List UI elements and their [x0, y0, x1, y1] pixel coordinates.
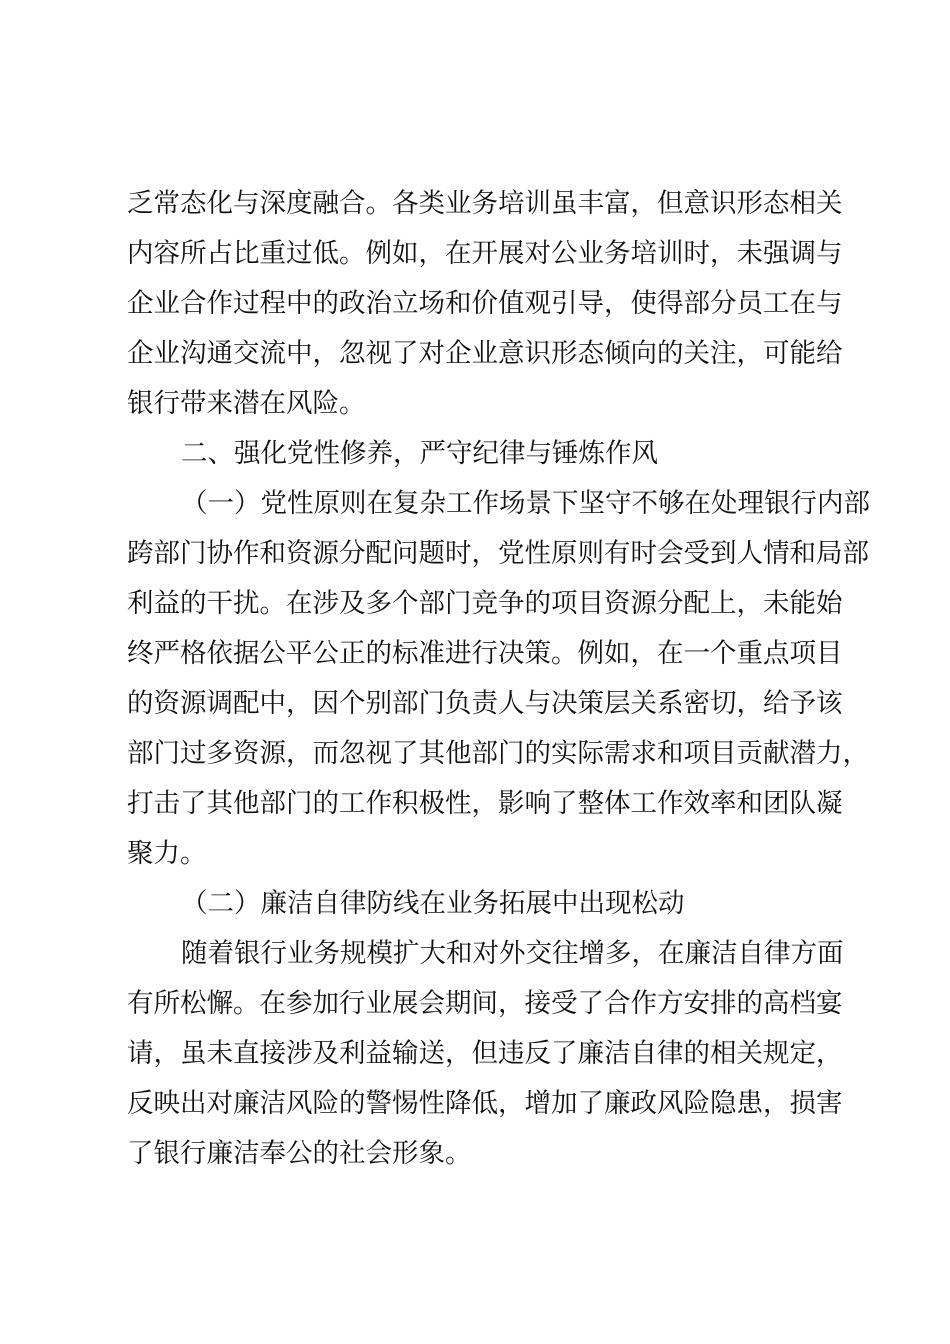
text-line: 请，虽未直接涉及利益输送，但违反了廉洁自律的相关规定， [127, 1038, 843, 1069]
subsection-heading: （二）廉洁自律防线在业务拓展中出现松动 [181, 888, 685, 919]
subsection-heading: （一）党性原则在复杂工作场景下坚守不够在处理银行内部 [181, 488, 870, 519]
text-line: 终严格依据公平公正的标准进行决策。例如，在一个重点项目 [127, 638, 843, 669]
text-line: 利益的干扰。在涉及多个部门竞争的项目资源分配上，未能始 [127, 588, 843, 619]
text-line: 有所松懈。在参加行业展会期间，接受了合作方安排的高档宴 [127, 988, 843, 1019]
text-line: 的资源调配中，因个别部门负责人与决策层关系密切，给予该 [127, 688, 843, 719]
text-line: 打击了其他部门的工作积极性，影响了整体工作效率和团队凝 [127, 788, 843, 819]
text-line: 随着银行业务规模扩大和对外交往增多，在廉洁自律方面 [181, 938, 844, 969]
text-line: 企业沟通交流中，忽视了对企业意识形态倾向的关注，可能给 [127, 338, 843, 369]
text-line: 内容所占比重过低。例如，在开展对公业务培训时，未强调与 [127, 238, 843, 269]
section-heading: 二、强化党性修养，严守纪律与锤炼作风 [181, 438, 658, 469]
text-line: 了银行廉洁奉公的社会形象。 [127, 1138, 472, 1169]
text-line: 部门过多资源，而忽视了其他部门的实际需求和项目贡献潜力， [127, 738, 869, 769]
text-line: 反映出对廉洁风险的警惕性降低，增加了廉政风险隐患，损害 [127, 1088, 843, 1119]
text-line: 银行带来潜在风险。 [127, 388, 366, 419]
text-line: 企业合作过程中的政治立场和价值观引导，使得部分员工在与 [127, 288, 843, 319]
document-body [127, 179, 870, 1179]
text-line: 跨部门协作和资源分配问题时，党性原则有时会受到人情和局部 [127, 538, 869, 569]
text-line: 聚力。 [127, 838, 207, 869]
text-line: 乏常态化与深度融合。各类业务培训虽丰富，但意识形态相关 [127, 188, 843, 219]
